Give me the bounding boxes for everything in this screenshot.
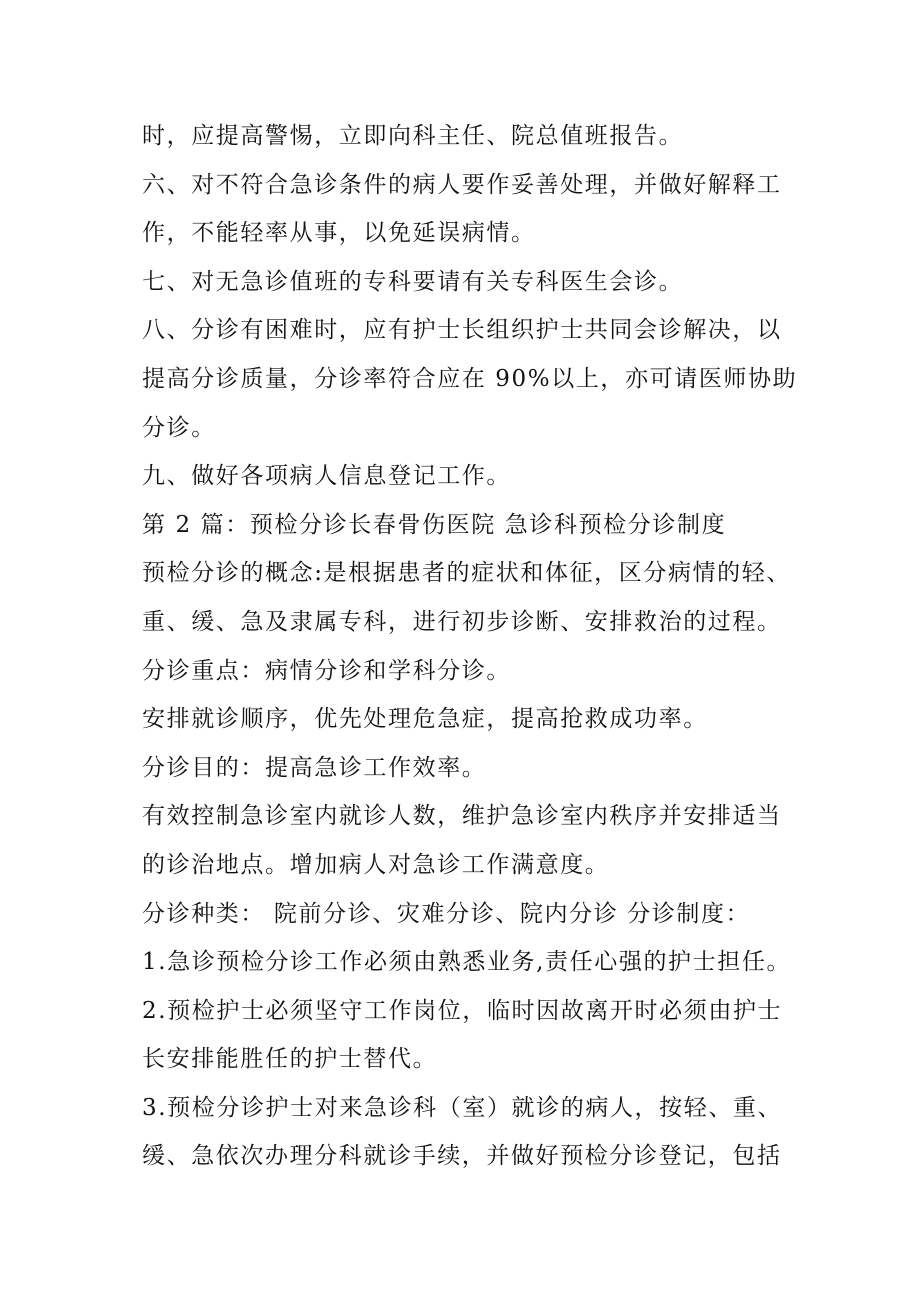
text-line: 3.预检分诊护士对来急诊科（室）就诊的病人，按轻、重、 [142,1094,783,1121]
text-line: 预检分诊的概念:是根据患者的症状和体征，区分病情的轻、 [142,560,791,587]
text-line: 八、分诊有困难时，应有护士长组织护士共同会诊解决，以 [142,317,782,344]
text-line: 提高分诊质量，分诊率符合应在 90%以上，亦可请医师协助 [142,365,798,392]
text-line: 分诊种类： 院前分诊、灾难分诊、院内分诊 分诊制度： [142,900,751,927]
text-line: 1.急诊预检分诊工作必须由熟悉业务,责任心强的护士担任。 [142,949,792,976]
section-heading: 第 2 篇：预检分诊长春骨伤医院 急诊科预检分诊制度 [142,511,727,538]
text-line: 分诊重点：病情分诊和学科分诊。 [142,657,511,684]
text-line: 重、缓、急及隶属专科，进行初步诊断、安排救治的过程。 [142,608,782,635]
document-body [142,116,802,1185]
text-line: 长安排能胜任的护士替代。 [142,1046,438,1073]
text-line: 时，应提高警惕，立即向科主任、院总值班报告。 [142,123,684,149]
text-line: 九、做好各项病人信息登记工作。 [142,463,511,490]
text-line: 2.预检护士必须坚守工作岗位，临时因故离开时必须由护士 [142,997,783,1024]
text-line: 作，不能轻率从事，以免延误病情。 [142,220,536,247]
text-line: 七、对无急诊值班的专科要请有关专科医生会诊。 [142,268,684,295]
text-line: 安排就诊顺序，优先处理危急症，提高抢救成功率。 [142,706,708,733]
text-line: 六、对不符合急诊条件的病人要作妥善处理，并做好解释工 [142,171,782,198]
text-line: 的诊治地点。增加病人对急诊工作满意度。 [142,851,610,878]
text-line: 分诊目的：提高急诊工作效率。 [142,754,487,781]
text-line: 有效控制急诊室内就诊人数，维护急诊室内秩序并安排适当 [142,803,782,830]
text-line: 分诊。 [142,414,216,441]
text-line: 缓、急依次办理分科就诊手续，并做好预检分诊登记，包括 [142,1143,782,1170]
